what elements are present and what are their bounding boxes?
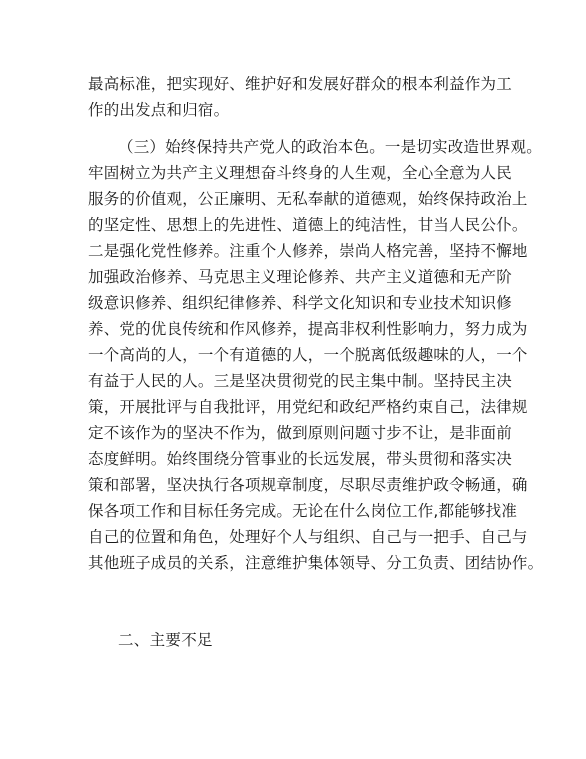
- paragraph-line: 的坚定性、思想上的先进性、道德上的纯洁性，甘当人民公仆。: [88, 216, 528, 234]
- paragraph-line: 定不该作为的坚决不作为，做到原则问题寸步不让，是非面前: [88, 424, 512, 442]
- paragraph-line: 加强政治修养、马克思主义理论修养、共产主义道德和无产阶: [88, 268, 512, 286]
- paragraph-line: 最高标准，把实现好、维护好和发展好群众的根本利益作为工: [88, 75, 512, 93]
- paragraph-line: 策和部署，坚决执行各项规章制度，尽职尽责维护政令畅通，确: [88, 476, 528, 494]
- paragraph-line: 策，开展批评与自我批评，用党纪和政纪严格约束自己，法律规: [88, 398, 528, 416]
- paragraph-line: 二是强化党性修养。注重个人修养，崇尚人格完善，坚持不懈地: [88, 242, 528, 260]
- paragraph-line: 态度鲜明。始终围绕分管事业的长远发展，带头贯彻和落实决: [88, 450, 512, 468]
- paragraph-line: （三）始终保持共产党人的政治本色。一是切实改造世界观。: [118, 138, 542, 156]
- paragraph-line: 保各项工作和目标任务完成。无论在什么岗位工作,都能够找准: [88, 502, 518, 520]
- paragraph-line: 服务的价值观，公正廉明、无私奉献的道德观，始终保持政治上: [88, 190, 528, 208]
- section-heading: 二、主要不足: [118, 631, 213, 649]
- paragraph-line: 养、党的优良传统和作风修养，提高非权利性影响力，努力成为: [88, 320, 528, 338]
- paragraph-line: 作的出发点和归宿。: [88, 101, 230, 119]
- paragraph-line: 有益于人民的人。三是坚决贯彻党的民主集中制。坚持民主决: [88, 372, 512, 390]
- paragraph-line: 一个高尚的人，一个有道德的人，一个脱离低级趣味的人，一个: [88, 346, 528, 364]
- paragraph-line: 级意识修养、组织纪律修养、科学文化知识和专业技术知识修: [88, 294, 512, 312]
- paragraph-line: 其他班子成员的关系，注意维护集体领导、分工负责、团结协作。: [88, 554, 544, 572]
- paragraph-line: 牢固树立为共产主义理想奋斗终身的人生观，全心全意为人民: [88, 164, 512, 182]
- paragraph-line: 自己的位置和角色，处理好个人与组织、自己与一把手、自己与: [88, 528, 528, 546]
